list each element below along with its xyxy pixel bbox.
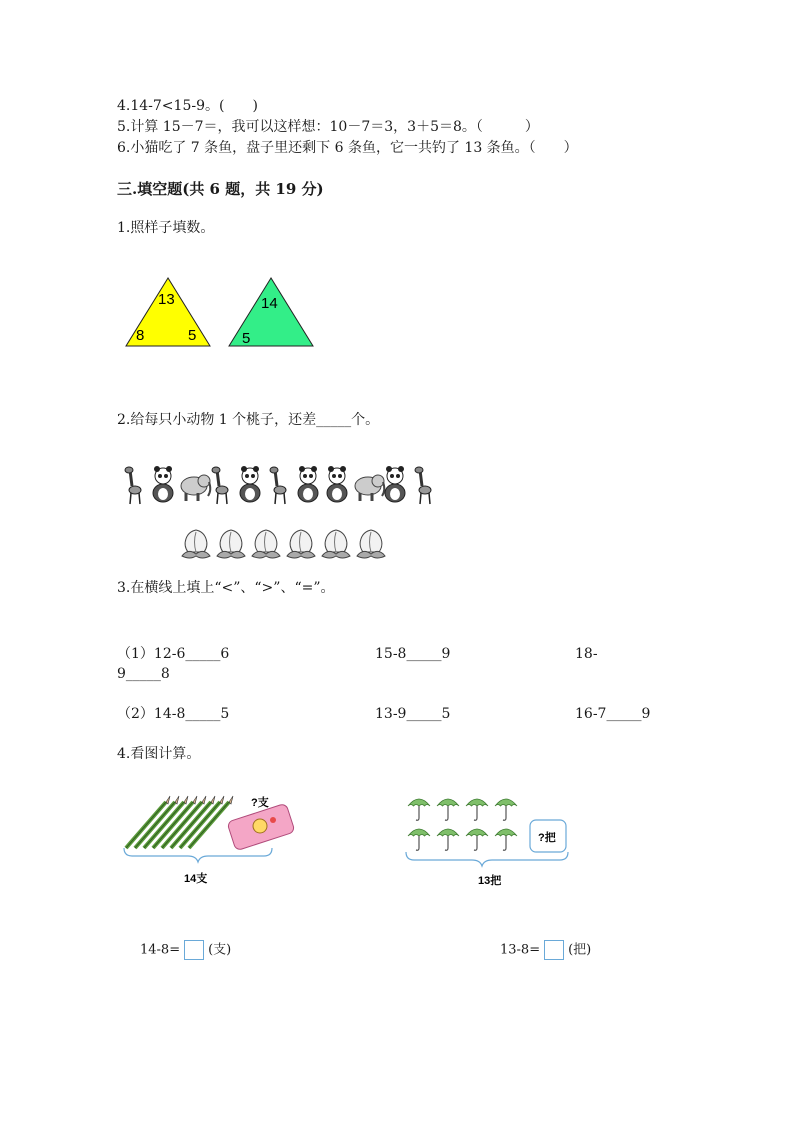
pencil-icon: [126, 796, 170, 848]
triangle-right-number: 5: [188, 327, 197, 344]
giraffe-icon: [125, 467, 141, 504]
peach-icon: [252, 530, 280, 558]
pencil-icon: [135, 796, 179, 848]
elephant-icon: [355, 475, 384, 501]
peach-row: [182, 530, 385, 558]
compare-item: 16-7_____9: [575, 706, 651, 722]
compare-item: 13-9_____5: [375, 706, 451, 722]
umbrella-group: [408, 799, 517, 850]
giraffe-icon: [212, 467, 228, 504]
panda-icon: [240, 466, 260, 502]
judge-question-6: 6.小猫吃了 7 条鱼，盘子里还剩下 6 条鱼，它一共钓了 13 条鱼。（ ）: [117, 140, 578, 156]
triangle-left-number: 5: [242, 330, 251, 347]
pencils-picture: [118, 790, 308, 890]
total-brace: [124, 848, 272, 862]
panda-icon: [385, 466, 405, 502]
total-label: 13把: [478, 875, 502, 887]
section-heading: 三.填空题(共 6 题，共 19 分): [117, 180, 324, 198]
equation-unit: (支): [208, 942, 232, 958]
judge-question-4: 4.14-7<15-9。( ): [117, 98, 258, 114]
fill-question-4: 4.看图计算。: [117, 746, 201, 762]
compare-item: 18-: [575, 646, 598, 662]
umbrella-icon: [408, 829, 430, 850]
triangle-left-number: 8: [136, 327, 145, 344]
giraffe-icon: [415, 467, 431, 504]
peach-icon: [287, 530, 315, 558]
equation-unit: (把): [568, 942, 592, 958]
animal-row: [125, 466, 431, 504]
peach-icon: [357, 530, 385, 558]
umbrella-icon: [437, 799, 459, 820]
equation-umbrellas: [500, 940, 591, 961]
peach-icon: [322, 530, 350, 558]
pencil-group: [126, 796, 233, 848]
compare-item: （1）12-6_____6: [117, 646, 230, 662]
equation-expression: 13-8=: [500, 942, 541, 958]
equation-expression: 14-8=: [140, 942, 181, 958]
animals-and-peaches-picture: [118, 462, 478, 562]
panda-icon: [298, 466, 318, 502]
equation-pencils: [140, 940, 231, 961]
practice-triangle: [229, 278, 313, 347]
compare-item: 15-8_____9: [375, 646, 451, 662]
total-label: 14支: [184, 873, 208, 885]
total-brace: [406, 852, 568, 866]
umbrella-icon: [466, 799, 488, 820]
sample-triangle: [126, 278, 210, 346]
fill-question-1: 1.照样子填数。: [117, 220, 215, 236]
triangle-top-number: 14: [261, 295, 278, 312]
compare-item: （2）14-8_____5: [117, 706, 230, 722]
answer-box[interactable]: [544, 940, 564, 960]
pencil-case-icon: [227, 803, 295, 851]
question-label: ?支: [251, 797, 269, 809]
peach-icon: [217, 530, 245, 558]
judge-question-5: 5.计算 15－7＝，我可以这样想：10－7＝3，3＋5＝8。（ ）: [117, 119, 539, 135]
umbrella-icon: [437, 829, 459, 850]
panda-icon: [153, 466, 173, 502]
question-label: ?把: [538, 832, 556, 844]
umbrella-icon: [466, 829, 488, 850]
umbrella-icon: [495, 829, 517, 850]
giraffe-icon: [270, 467, 286, 504]
panda-icon: [327, 466, 347, 502]
triangle-top-number: 13: [158, 291, 175, 308]
answer-box[interactable]: [184, 940, 204, 960]
umbrella-icon: [495, 799, 517, 820]
compare-item-continued: 9_____8: [117, 666, 170, 682]
elephant-icon: [181, 475, 210, 501]
umbrella-icon: [408, 799, 430, 820]
fill-question-2: 2.给每只小动物 1 个桃子，还差_____个。: [117, 412, 380, 428]
peach-icon: [182, 530, 210, 558]
fill-question-3: 3.在横线上填上“<”、“>”、“=”。: [117, 580, 335, 596]
umbrellas-picture: [400, 790, 580, 890]
number-triangles: [120, 272, 320, 352]
